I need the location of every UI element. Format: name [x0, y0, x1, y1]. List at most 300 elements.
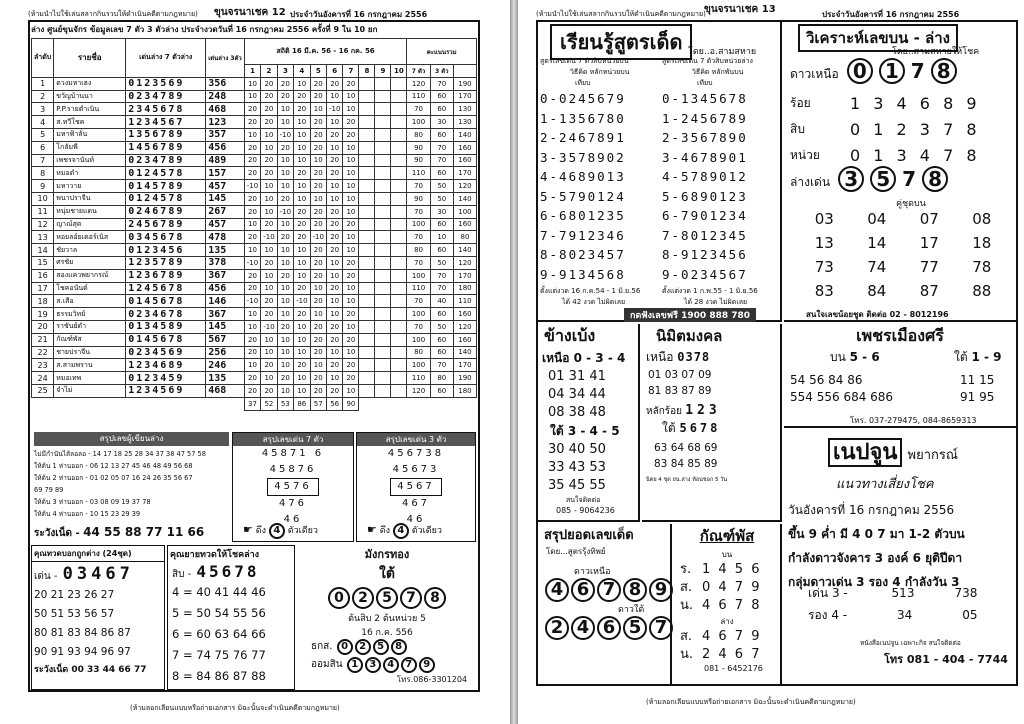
row-no: 13: [32, 231, 54, 244]
sum3-line: 467: [401, 498, 431, 509]
col1-sub: วิธีคิด หลักหน่วยบน: [570, 68, 630, 76]
phet-rows-left: [790, 372, 893, 406]
nep-den-v2: 738: [954, 586, 978, 600]
wk-pairs: [798, 210, 1008, 300]
footer: (ห้ามลอกเลียนแบบหรือถ่ายเอกสาร มิฉะนั้นจะดำเนินคดีตามกฎหมาย): [130, 704, 340, 712]
row-stat: [391, 180, 407, 193]
row-stat: [359, 384, 375, 397]
row-stat: 10: [343, 244, 359, 257]
omsin-num: 7: [401, 657, 417, 673]
row-three: 356: [206, 77, 245, 90]
row-seven: 0145789: [126, 180, 206, 193]
col1-head: เทียบ: [575, 79, 591, 87]
row-stat: 10: [294, 346, 310, 359]
row-stat: 20: [310, 295, 326, 308]
row-score2: 60: [430, 218, 453, 231]
row-score2: 40: [430, 295, 453, 308]
row-score3: 140: [453, 346, 476, 359]
formula-row: 8-9123456: [662, 247, 748, 262]
row-stat: 20: [294, 282, 310, 295]
wk-pair: 83: [814, 282, 834, 300]
row-name: ส.สามพราน: [54, 359, 126, 372]
sarup-tai: [538, 616, 670, 640]
nimit-tai-value: 5678: [679, 421, 721, 435]
row-score2: 10: [430, 231, 453, 244]
sum7-line: 476: [278, 498, 308, 509]
row-no: 3: [32, 103, 54, 116]
row-three: 135: [206, 244, 245, 257]
wk-pairs-label: คู่ชุดบน: [896, 199, 926, 209]
mangkorn-circles: [297, 587, 477, 609]
row-score2: 70: [430, 154, 453, 167]
row-stat: 10: [277, 333, 293, 346]
row-stat: 20: [326, 154, 342, 167]
summary-line: ไม่มีกำนันไส้ลอลอ - 14 17 18 25 28 34 37 38 47 57 58: [34, 450, 206, 458]
nimit-lak: [642, 403, 780, 419]
row-no: 24: [32, 372, 54, 385]
row-seven: 0246789: [126, 205, 206, 218]
yai-sub-label: สิบ -: [172, 569, 192, 580]
row-stat: 10: [343, 154, 359, 167]
row-score2: 50: [430, 256, 453, 269]
row-stat: 10: [343, 346, 359, 359]
sarup-tai-num: 2: [545, 616, 569, 640]
row-stat: [391, 116, 407, 129]
nep-den-label: เด่น: [808, 586, 829, 600]
row-score1: 70: [407, 205, 430, 218]
yai-row: 6 = 60 63 64 66: [172, 627, 266, 641]
table-row: [32, 205, 477, 218]
yai-row: 7 = 74 75 76 77: [172, 648, 266, 662]
summary-line: 69 79 89: [34, 486, 64, 494]
row-no: 10: [32, 192, 54, 205]
wk-pair: 74: [867, 258, 887, 276]
summary-lines: [34, 448, 234, 520]
yai-box: [167, 545, 295, 690]
wk-pair: 88: [972, 282, 992, 300]
col-stats: สถิติ 16 มี.ค. 56 - 16 กค. 56: [244, 39, 407, 65]
stat-col-head: 6: [326, 65, 342, 78]
omsin-label: ออมสิน: [311, 659, 343, 670]
khang-tai-label: ใต้: [550, 424, 564, 438]
row-stat: 20: [244, 384, 260, 397]
row-name: สองแควพยากรณ์: [54, 269, 126, 282]
kanphat-rows: [674, 561, 780, 615]
hotline: กดฟังเลขฟรี 1900 888 780: [624, 308, 756, 322]
row-name: ส.เสือ: [54, 295, 126, 308]
nep-tagline: แนวทางเสี่ยงโชค: [836, 477, 934, 492]
row-seven: 0123459: [126, 372, 206, 385]
row-stat: 20: [310, 244, 326, 257]
row-seven: 0234569: [126, 346, 206, 359]
nimit-lak-value: 123: [685, 403, 721, 418]
kanphat-row-label: น.: [680, 598, 694, 613]
total-cell: 53: [277, 397, 293, 410]
row-stat: [391, 231, 407, 244]
row-stat: 10: [261, 192, 277, 205]
khun-den: [32, 562, 164, 586]
row-stat: -10: [244, 180, 260, 193]
row-name: จำไม่: [54, 384, 126, 397]
col1-rows: [540, 89, 658, 284]
row-score1: 70: [407, 180, 430, 193]
row-stat: 20: [294, 90, 310, 103]
formula-row: 8-8023457: [540, 247, 626, 262]
sum7-line: 45876: [269, 464, 317, 475]
row-stat: [375, 231, 391, 244]
row-stat: -10: [326, 103, 342, 116]
row-stat: 10: [277, 384, 293, 397]
thokot-nums: [336, 641, 408, 652]
row-stat: 10: [326, 295, 342, 308]
row-stat: 20: [244, 141, 260, 154]
thokot-num: 0: [337, 639, 353, 655]
row-stat: [391, 359, 407, 372]
row-stat: 10: [326, 192, 342, 205]
dung7-label: ดึง: [255, 526, 266, 536]
wk-pair: 17: [919, 234, 939, 252]
row-stat: 10: [244, 320, 260, 333]
row-score2: 60: [430, 384, 453, 397]
row-stat: 20: [310, 90, 326, 103]
row-stat: [375, 295, 391, 308]
row-stat: [375, 103, 391, 116]
wk-pair: 77: [919, 258, 939, 276]
row-stat: 20: [277, 320, 293, 333]
row-stat: 20: [294, 103, 310, 116]
table-row: [32, 116, 477, 129]
row-stat: 10: [294, 384, 310, 397]
row-stat: 10: [310, 192, 326, 205]
row-no: 1: [32, 77, 54, 90]
row-stat: 20: [343, 77, 359, 90]
row-stat: 10: [261, 269, 277, 282]
phet-bon: [830, 348, 880, 367]
row-stat: 10: [343, 90, 359, 103]
row-stat: -10: [277, 205, 293, 218]
row-stat: -10: [294, 295, 310, 308]
row-stat: [375, 282, 391, 295]
nep-title: เนปจูน: [828, 438, 902, 467]
sum7-label: สรุปเลขเด่น 7 ตัว: [233, 433, 353, 446]
row-no: 12: [32, 218, 54, 231]
phet-bon-label: บน: [830, 350, 846, 364]
row-score3: 80: [453, 231, 476, 244]
table-title: ล่าง ศูนย์ขุนจักร ข้อมูลเลข 7 ตัว 3 ตัวล่าง ประจำงวดวันที่ 16 กรกฎาคม 2556 ครั้งที่ 9 ใน 10 ยก: [31, 25, 378, 34]
formula-row: 9-9134568: [540, 266, 626, 282]
row-stat: 10: [310, 282, 326, 295]
sarup-title: สรุปยอดเลขเด็ด: [544, 528, 634, 543]
row-stat: [375, 218, 391, 231]
summary-line: ให้ต้น 1 ห่านออก - 06 12 13 27 45 46 48 49 56 68: [34, 462, 193, 470]
row-name: เพชรจานันท์: [54, 154, 126, 167]
mangkorn-omsin: [297, 657, 477, 673]
row-stat: 20: [277, 231, 293, 244]
row-stat: 20: [326, 218, 342, 231]
kanphat-row-nums: 4 6 7 8: [702, 598, 762, 613]
stat-col-head: 9: [375, 65, 391, 78]
wk-pair: 73: [814, 258, 834, 276]
row-stat: 10: [261, 180, 277, 193]
row-stat: 20: [343, 256, 359, 269]
row-stat: 10: [244, 77, 260, 90]
row-stat: 20: [244, 116, 260, 129]
stat-col-head: 8: [359, 65, 375, 78]
row-stat: 10: [244, 244, 260, 257]
row-three: 357: [206, 128, 245, 141]
kanphat-lang: ล่าง: [720, 617, 734, 626]
kanphat-row-nums: 4 6 7 9: [702, 629, 762, 644]
stats-table: [31, 38, 477, 411]
khang-nuea-value: 0 - 3 - 4: [573, 351, 626, 365]
thokot-num: 8: [391, 639, 407, 655]
row-stat: 10: [326, 90, 342, 103]
nimit-note: นิตย 4 ชุด ยน.ล่าง ท้อนชอก 5 วัน: [646, 477, 728, 483]
row-score3: 170: [453, 269, 476, 282]
table-row: [32, 308, 477, 321]
row-name: กัณฑ์พัส: [54, 333, 126, 346]
khang-rows: [538, 368, 638, 422]
row-stat: 20: [343, 308, 359, 321]
col-three: เด่นล่าง 3ตัว: [206, 39, 245, 78]
row-three: 146: [206, 295, 245, 308]
table-row: [32, 295, 477, 308]
row-stat: 10: [294, 256, 310, 269]
formula-row: 6-6801235: [540, 208, 626, 223]
row-three: 457: [206, 180, 245, 193]
nimit-tai: [642, 419, 780, 438]
row-stat: [359, 141, 375, 154]
col2-sub: วิธีคิด หลักพันบน: [692, 68, 744, 76]
rian-author: โดย..อ.สามสหาย: [688, 47, 757, 57]
row-stat: [359, 167, 375, 180]
khun-den-label: เด่น -: [34, 571, 58, 582]
row-stat: 20: [310, 167, 326, 180]
stat-col-head: 7: [343, 65, 359, 78]
sarup-box: [538, 524, 672, 684]
row-stat: 20: [343, 128, 359, 141]
row-score1: 100: [407, 333, 430, 346]
dung3-label: ดึง: [379, 526, 390, 536]
row-stat: 20: [310, 256, 326, 269]
row-score1: 100: [407, 269, 430, 282]
kanphat-box: [674, 524, 782, 684]
dung7-num: 4: [269, 523, 285, 539]
table-row: [32, 128, 477, 141]
sum7-lines: [233, 446, 353, 528]
wk-row-label: หน่วย: [790, 147, 820, 162]
row-score2: 30: [430, 205, 453, 218]
row-seven: 0234789: [126, 90, 206, 103]
wk-dao-num: 0: [847, 58, 873, 84]
sum3-line: 456738: [387, 448, 445, 459]
nimit-box: [642, 324, 782, 522]
row-stat: 20: [261, 103, 277, 116]
row-score2: 70: [430, 77, 453, 90]
row-stat: 10: [294, 141, 310, 154]
row-stat: 10: [261, 333, 277, 346]
nimit-title: นิมิตมงคล: [656, 327, 723, 345]
row-score1: 110: [407, 167, 430, 180]
sum7-line: 45871 6: [261, 448, 325, 459]
formula-row: 2-2467891: [540, 130, 626, 145]
row-three: 378: [206, 256, 245, 269]
row-stat: [391, 141, 407, 154]
khun-den-value: 03467: [62, 564, 134, 584]
row-score2: 60: [430, 244, 453, 257]
khang-contact: สนใจติดต่อ: [566, 496, 601, 504]
row-stat: 20: [261, 359, 277, 372]
row-stat: [375, 141, 391, 154]
yai-row: 8 = 84 86 87 88: [172, 669, 266, 683]
row-score1: 70: [407, 103, 430, 116]
row-stat: 10: [277, 116, 293, 129]
row-score2: 70: [430, 359, 453, 372]
row-stat: 10: [277, 256, 293, 269]
row-stat: 10: [326, 308, 342, 321]
sarup-tai-label: ดาวใต้: [618, 605, 645, 615]
stat-total-head: [453, 65, 476, 78]
row-score2: 70: [430, 269, 453, 282]
row-stat: [359, 205, 375, 218]
dung3-suffix: ตัวเดียว: [411, 526, 442, 536]
row-score1: 120: [407, 384, 430, 397]
khun-rows: [32, 586, 164, 662]
row-stat: 20: [310, 205, 326, 218]
row-no: 14: [32, 244, 54, 257]
row-stat: [359, 320, 375, 333]
row-score2: 70: [430, 282, 453, 295]
dung7: ☛ ดึง 4 ตัวเดียว: [243, 523, 318, 539]
total-cell: 52: [261, 397, 277, 410]
table-row: [32, 333, 477, 346]
row-no: 21: [32, 333, 54, 346]
kanphat-bon: บน: [721, 550, 733, 559]
row-three: 157: [206, 167, 245, 180]
wk-author: โดย..สามสหายให้โชค: [892, 47, 980, 57]
row-stat: 20: [310, 180, 326, 193]
row-stat: 20: [310, 320, 326, 333]
nep-line3: กลุ่มดาวเด่น 3 รอง 4 กำลังวัน 3: [788, 575, 960, 589]
sum7-box: [232, 432, 354, 542]
row-score2: 80: [430, 372, 453, 385]
row-stat: 10: [326, 372, 342, 385]
khun-row: 50 51 53 56 57: [34, 608, 115, 620]
nimit-row: 01 03 07 09: [648, 369, 712, 381]
khang-row: 30 40 50: [548, 442, 606, 457]
row-three: 135: [206, 372, 245, 385]
row-stat: 20: [326, 333, 342, 346]
row-name: ราชันย์ดำ: [54, 320, 126, 333]
row-stat: [375, 90, 391, 103]
row-name: หนุ่มชายแดน: [54, 205, 126, 218]
nimit-nuea-value: 0378: [677, 350, 711, 364]
right-page: [516, 0, 1024, 724]
row-score3: 120: [453, 180, 476, 193]
row-seven: 0145678: [126, 333, 206, 346]
thokot-num: 2: [355, 639, 371, 655]
row-stat: [359, 295, 375, 308]
table-row: [32, 90, 477, 103]
row-stat: 10: [343, 384, 359, 397]
row-stat: 20: [294, 218, 310, 231]
row-stat: [375, 77, 391, 90]
row-name: ศรชัย: [54, 256, 126, 269]
row-stat: 20: [244, 231, 260, 244]
row-name: มหาฟ้าลั่น: [54, 128, 126, 141]
total-row: [32, 397, 477, 410]
formula-row: 3-4678901: [662, 149, 748, 165]
row-stat: 10: [326, 116, 342, 129]
row-stat: 20: [310, 141, 326, 154]
row-score1: 90: [407, 192, 430, 205]
warning-text: (ห้ามนำไปใช้เล่นสลากกินรวบให้ดำเนินคดีตามกฎหมาย): [28, 10, 198, 18]
thokot-num: 5: [373, 639, 389, 655]
row-name: หมอเทพ: [54, 372, 126, 385]
total-spacer: [54, 397, 126, 410]
row-stat: 20: [277, 192, 293, 205]
row-score3: 160: [453, 154, 476, 167]
row-stat: 10: [310, 103, 326, 116]
row-stat: 10: [343, 231, 359, 244]
row-seven: 0134589: [126, 320, 206, 333]
row-score1: 110: [407, 282, 430, 295]
row-stat: 10: [277, 295, 293, 308]
row-score1: 90: [407, 154, 430, 167]
row-seven: 1234569: [126, 384, 206, 397]
phet-tai: [954, 348, 1002, 367]
mangkorn-circle: 2: [352, 587, 374, 609]
wk-row-label: ร้อย: [790, 95, 811, 110]
row-name: ญาณ์สุต: [54, 218, 126, 231]
mangkorn-circle: 0: [328, 587, 350, 609]
yai-row: 5 = 50 54 55 56: [172, 606, 266, 620]
kanphat-title: กัณฑ์พัส: [699, 527, 755, 545]
row-stat: 20: [326, 282, 342, 295]
mangkorn-note: ต้นสิบ 2 ต้นหน่วย 5: [348, 614, 426, 624]
sarup-dao: [538, 578, 670, 602]
sum7-line: 46: [283, 514, 303, 525]
khang-title: ข้างเบ้ง: [544, 326, 596, 345]
row-stat: [391, 282, 407, 295]
row-stat: [391, 218, 407, 231]
row-stat: 20: [261, 77, 277, 90]
wk-pair: 08: [972, 210, 992, 228]
row-name: ชายปราจีน: [54, 346, 126, 359]
sum7-line: 4576: [267, 478, 318, 496]
row-three: 468: [206, 384, 245, 397]
nimit-nuea-label: เหนือ: [646, 350, 674, 364]
row-stat: [359, 282, 375, 295]
row-stat: 20: [244, 269, 260, 282]
row-name: โกลัมพี: [54, 141, 126, 154]
row-stat: [391, 205, 407, 218]
khun-row: 80 81 83 84 86 87: [34, 627, 131, 639]
row-no: 9: [32, 180, 54, 193]
row-stat: -10: [277, 128, 293, 141]
nep-head: [784, 434, 1016, 469]
row-stat: 20: [261, 218, 277, 231]
row-no: 23: [32, 359, 54, 372]
row-stat: 10: [277, 180, 293, 193]
sarup-dao-num: 4: [545, 578, 569, 602]
row-stat: 20: [326, 167, 342, 180]
omsin-nums: [346, 659, 436, 670]
stat-col-head: 10: [391, 65, 407, 78]
wk-langden-num: 8: [922, 166, 948, 192]
row-seven: 1356789: [126, 128, 206, 141]
row-stat: 10: [310, 154, 326, 167]
